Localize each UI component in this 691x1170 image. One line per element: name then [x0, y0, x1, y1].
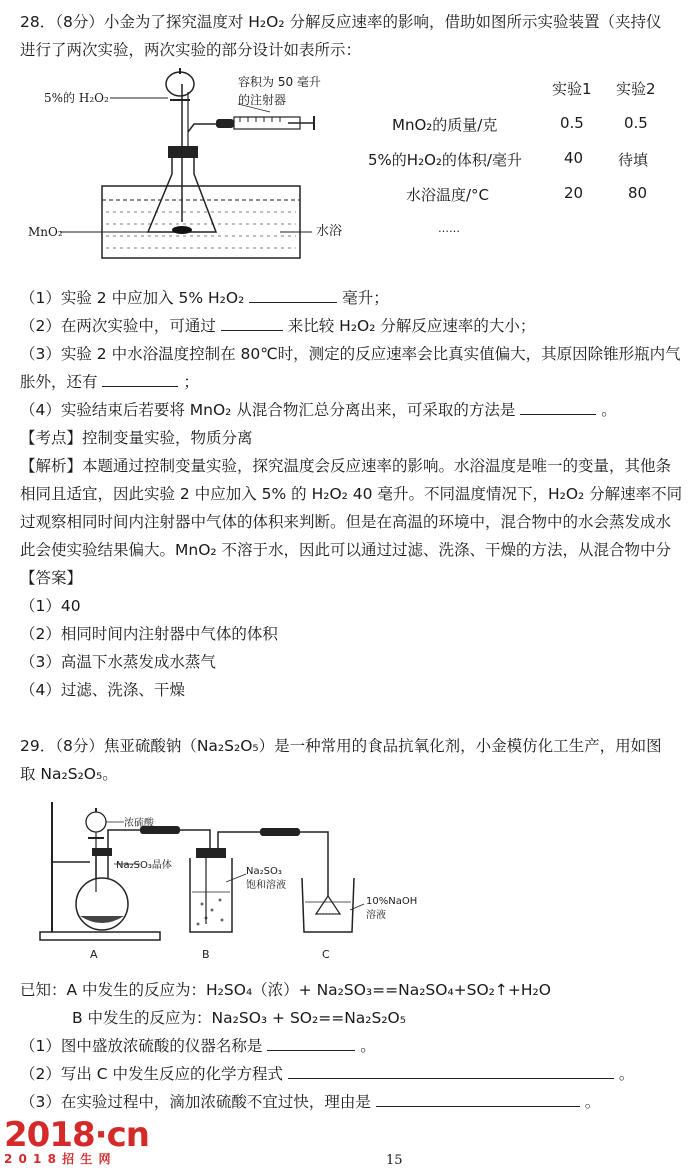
page-number: 15 — [386, 1153, 403, 1168]
fig-label-c-1: 10%NaOH — [366, 896, 418, 907]
fig-label-A: A — [90, 948, 98, 961]
table-cell: 待填 — [618, 151, 649, 169]
answer-blank[interactable] — [221, 316, 283, 331]
table-header-exp1: 实验1 — [552, 80, 592, 98]
answer-blank[interactable] — [267, 1036, 355, 1051]
fig-label-syringe-2: 的注射器 — [238, 93, 287, 107]
q28-sub3-line2: 胀外，还有 ； — [20, 373, 199, 391]
q29-sub1: （1）图中盛放浓硫酸的仪器名称是 。 — [20, 1037, 376, 1055]
fig-label-h2o2: 5%的 H₂O₂ — [44, 91, 109, 105]
q29-sub3: （3）在实验过程中，滴加浓硫酸不宜过快，理由是 。 — [20, 1093, 601, 1111]
table-cell: 0.5 — [560, 114, 584, 132]
q28-answer-title: 【答案】 — [20, 569, 83, 587]
q29-known-1: 已知：A 中发生的反应为：H₂SO₄（浓）+ Na₂SO₃==Na₂SO₄+SO₂↑+H₂O — [20, 981, 551, 999]
logo-main: 2018 — [4, 1115, 95, 1155]
q28-jiexi-line: 相同且适宜，因此实验 2 中应加入 5% 的 H₂O₂ 40 毫升。不同温度情况下，H₂O₂ 分解速率不同 — [20, 485, 683, 503]
q28-sub3-line1: （3）实验 2 中水浴温度控制在 80℃时，测定的反应速率会比真实值偏大，其原因除锥形瓶内气 — [20, 345, 681, 363]
fig-label-c-2: 溶液 — [366, 910, 386, 921]
q28-answer-item: （4）过滤、洗涤、干燥 — [20, 681, 185, 699]
q28-answer-item: （3）高温下水蒸发成水蒸气 — [20, 653, 216, 671]
fig-label-bath: 水浴 — [316, 224, 343, 239]
q29-stem-line1: 29．（8分）焦亚硫酸钠（Na₂S₂O₅）是一种常用的食品抗氧化剂，小金模仿化工生产，用如图 — [20, 737, 662, 755]
table-cell: 40 — [564, 149, 584, 167]
logo-cn: cn — [106, 1115, 149, 1155]
q28-sub1: （1）实验 2 中应加入 5% H₂O₂ 毫升； — [20, 289, 389, 307]
fig-label-syringe-1: 容积为 50 毫升 — [238, 75, 321, 89]
answer-blank[interactable] — [102, 372, 178, 387]
q28-stem-line2: 进行了两次实验，两次实验的部分设计如表所示： — [20, 41, 362, 59]
q29-stem-line2: 取 Na₂S₂O₅。 — [20, 765, 118, 783]
q28-answer-item: （2）相同时间内注射器中气体的体积 — [20, 625, 278, 643]
q28-stem-line1: 28．（8分）小金为了探究温度对 H₂O₂ 分解反应速率的影响，借助如图所示实验装置（夹持仪 — [20, 13, 662, 31]
q28-jiexi-line: 此会使实验结果偏大。MnO₂ 不溶于水，因此可以通过过滤、洗涤、干燥的方法，从混合物中分 — [20, 541, 672, 559]
table-row-label: 5%的H₂O₂的体积/毫升 — [368, 151, 522, 169]
fig-label-C: C — [322, 948, 330, 961]
table-cell: 0.5 — [624, 114, 648, 132]
table-header-exp2: 实验2 — [616, 80, 656, 98]
q28-jiexi-line: 【解析】本题通过控制变量实验，探究温度会反应速率的影响。水浴温度是唯一的变量，其他条 — [20, 457, 672, 475]
logo-sub: 2 0 1 8 招 生 网 — [4, 1152, 112, 1166]
q29-sub2: （2）写出 C 中发生反应的化学方程式 。 — [20, 1065, 635, 1083]
q28-sub4: （4）实验结束后若要将 MnO₂ 从混合物汇总分离出来，可采取的方法是 。 — [20, 401, 617, 419]
answer-blank[interactable] — [520, 400, 596, 415]
q28-kaodian: 【考点】控制变量实验，物质分离 — [20, 429, 253, 447]
fig-label-b-2: 饱和溶液 — [246, 880, 286, 891]
q28-jiexi-line: 过观察相同时间内注射器中气体的体积来判断。但是在高温的环境中，混合物中的水会蒸发成水 — [20, 513, 672, 531]
answer-blank[interactable] — [249, 288, 337, 303]
q28-sub2: （2）在两次实验中，可通过 来比较 H₂O₂ 分解反应速率的大小； — [20, 317, 536, 335]
logo-dot: · — [94, 1115, 107, 1155]
table-cell: 20 — [564, 184, 584, 202]
table-cell: 80 — [628, 184, 648, 202]
table-ellipsis: …… — [438, 222, 460, 235]
fig-label-B: B — [202, 948, 210, 961]
fig-label-b-1: Na₂SO₃ — [246, 866, 282, 877]
q29-known-2: B 中发生的反应为：Na₂SO₃ + SO₂==Na₂S₂O₅ — [72, 1009, 406, 1027]
fig-label-mno2: MnO₂ — [28, 225, 63, 239]
table-row-label: MnO₂的质量/克 — [392, 116, 498, 134]
table-row-label: 水浴温度/°C — [406, 186, 490, 204]
site-logo[interactable] — [4, 1115, 149, 1166]
answer-blank[interactable] — [376, 1092, 580, 1107]
fig-label-crystal: Na₂SO₃晶体 — [116, 860, 172, 871]
q28-answer-item: （1）40 — [20, 597, 81, 615]
fig-label-acid: 浓硫酸 — [124, 818, 154, 829]
q29-apparatus-figure — [30, 792, 450, 970]
answer-blank[interactable] — [288, 1064, 614, 1079]
